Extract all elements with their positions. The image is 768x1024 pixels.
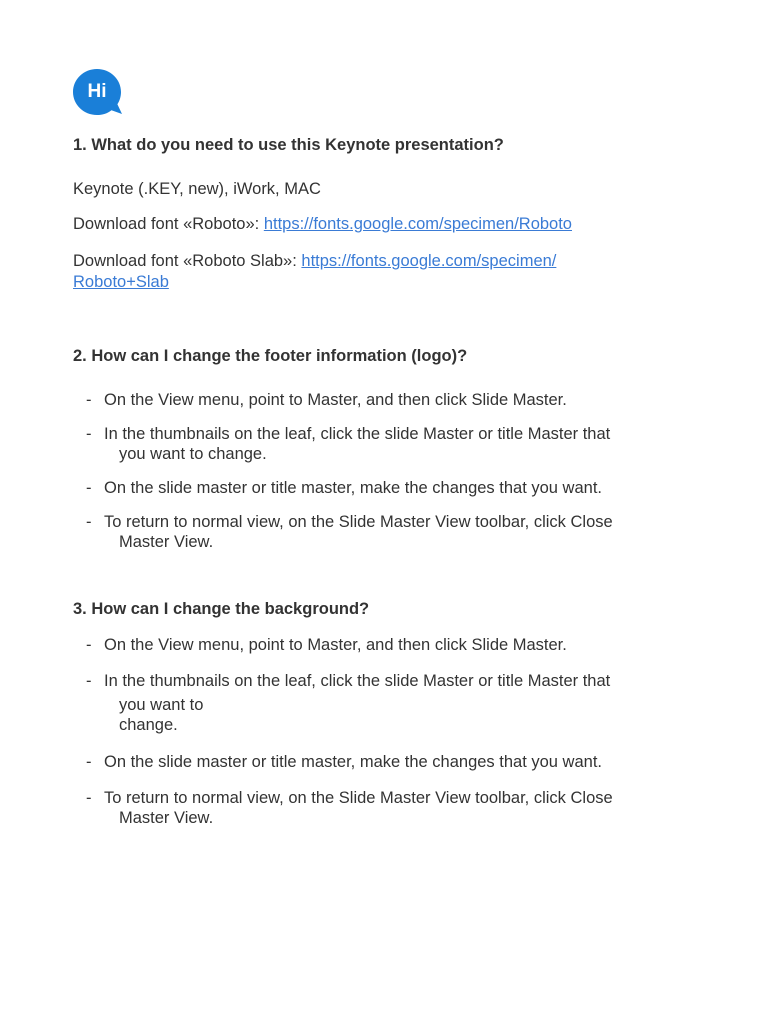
list-item-continuation: Master View. [119,809,214,827]
list-item [86,671,686,735]
list-item [86,512,686,552]
bullet-dash: - [86,425,92,443]
list-item [86,752,686,772]
roboto-font-link[interactable]: https://fonts.google.com/specimen/Roboto [263,215,572,233]
section1-heading: 1. What do you need to use this Keynote presentation? [73,136,504,154]
bullet-dash: - [86,789,92,807]
list-item [86,478,686,498]
list-item-text: In the thumbnails on the leaf, click the slide Master or title Master that [104,425,611,443]
list-item-text: On the View menu, point to Master, and then click Slide Master. [104,391,567,409]
font2-label: Download font «Roboto Slab»: [73,252,302,270]
requirements-text: Keynote (.KEY, new), iWork, MAC [73,180,321,198]
hi-chat-bubble-icon [73,69,123,117]
bullet-dash: - [86,479,92,497]
section3-heading: 3. How can I change the background? [73,600,370,618]
bullet-dash: - [86,753,92,771]
list-item-text: In the thumbnails on the leaf, click the slide Master or title Master that [104,672,611,690]
list-item-text: On the slide master or title master, make the changes that you want. [104,753,602,771]
list-item-text: To return to normal view, on the Slide Master View toolbar, click Close [104,513,613,531]
list-item [86,635,686,655]
list-item-continuation: you want to change. [119,445,267,463]
roboto-slab-font-link-part1[interactable]: https://fonts.google.com/specimen/ [301,252,557,270]
font2-line [73,251,556,293]
bullet-dash: - [86,636,92,654]
list-item-continuation: Master View. [119,533,214,551]
list-item-text: On the View menu, point to Master, and then click Slide Master. [104,636,567,654]
bullet-dash: - [86,513,92,531]
list-item-continuation: you want to [119,696,204,714]
bullet-dash: - [86,391,92,409]
font1-label: Download font «Roboto»: [73,215,264,233]
font1-line [73,214,572,235]
list-item [86,788,686,828]
list-item-continuation: change. [119,716,178,734]
roboto-slab-font-link-part2[interactable]: Roboto+Slab [73,273,169,291]
list-item-text: To return to normal view, on the Slide Master View toolbar, click Close [104,789,613,807]
list-item [86,390,686,410]
list-item-text: On the slide master or title master, make the changes that you want. [104,479,602,497]
section2-heading: 2. How can I change the footer information (logo)? [73,347,468,365]
hi-label: Hi [87,81,107,102]
list-item [86,424,686,464]
bullet-dash: - [86,672,92,690]
